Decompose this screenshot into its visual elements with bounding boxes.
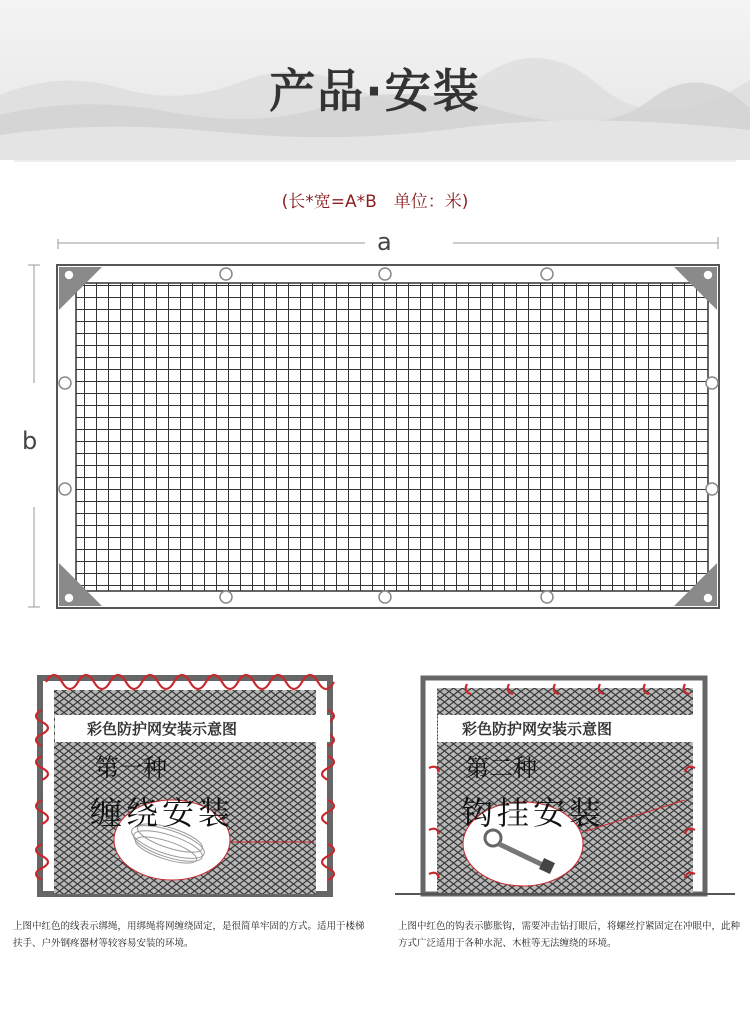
header-banner (0, 0, 750, 160)
method-number: 第二种 (465, 754, 537, 782)
width-label: a (377, 228, 392, 256)
method-name: 钩挂安装 (461, 794, 606, 832)
panel-diagram-title: 彩色防护网安装示意图 (438, 715, 693, 742)
wrap-install-illustration (10, 660, 360, 900)
install-panel-hook (395, 660, 745, 1020)
hook-install-illustration (395, 660, 745, 900)
panel-diagram-title: 彩色防护网安装示意图 (55, 715, 330, 742)
dimension-note: (长*宽=A*B 单位：米) (281, 192, 469, 212)
install-panel-wrap (10, 660, 365, 1020)
height-label: b (22, 427, 38, 455)
net-dimension-diagram (0, 225, 750, 620)
panel-caption: 上图中红色的线表示绑绳，用绑绳将网缠绕固定，是很简单牢固的方式。适用于楼梯扶手、户外钢疼器材等较容易安装的环境。 (13, 921, 365, 949)
page-title: 产品·安装 (269, 64, 481, 118)
net-mesh (76, 283, 708, 591)
panel-caption: 上图中红色的钩表示膨胀钩，需要冲击钻打眼后，将螺丝拧紧固定在冲眼中，此种方式广泛适用于各种水泥、木桩等无法缠绕的环境。 (398, 921, 741, 949)
method-name: 缠绕安装 (90, 794, 235, 832)
method-number: 第一种 (95, 754, 167, 782)
header-divider (14, 160, 736, 162)
net-diagram-svg (0, 225, 750, 620)
